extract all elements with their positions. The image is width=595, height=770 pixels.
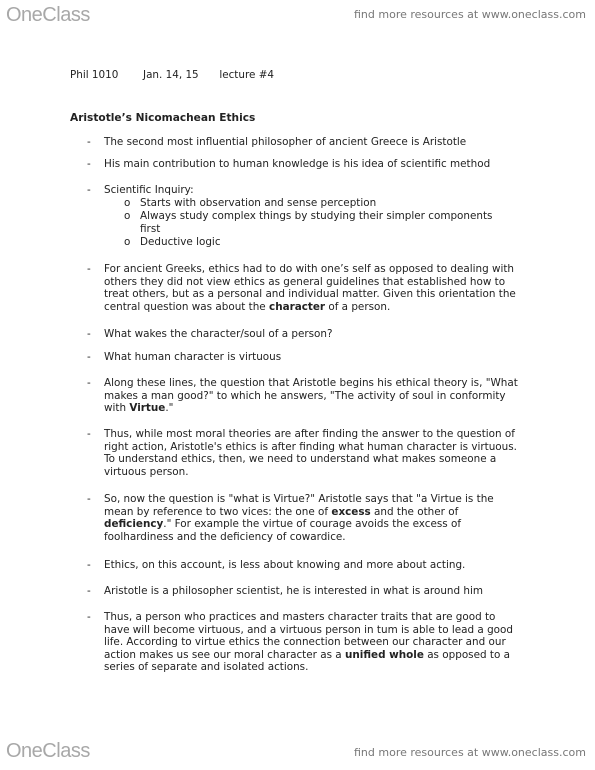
sub-item: o Deductive logic (124, 236, 221, 248)
bullet-item: For ancient Greeks, ethics had to do with one’s self as opposed to dealing with others they did not view ethics as general guidelines that established how to treat others, but as a personal and individual matter. Given this orientation the central question was about the character of a person. (104, 263, 516, 313)
bullet-item: The second most influential philosopher of ancient Greece is Aristotle (104, 136, 467, 148)
bullet-item: His main contribution to human knowledge is his idea of scientific method (104, 158, 491, 170)
course-code: Phil 1010 (70, 69, 119, 81)
oneclass-logo-bottom: OneClass (6, 740, 90, 762)
dash-marker: - (87, 263, 91, 275)
lecture-number: lecture #4 (219, 69, 275, 81)
lecture-header (70, 69, 274, 82)
lecture-date: Jan. 14, 15 (143, 69, 199, 81)
sub-item: o Starts with observation and sense perception (124, 197, 377, 209)
dash-marker: - (87, 184, 91, 196)
bullet-item: Aristotle is a philosopher scientist, he is interested in what is around him (104, 585, 483, 597)
page-title: Aristotle’s Nicomachean Ethics (70, 112, 256, 124)
bullet-item: Along these lines, the question that Aristotle begins his ethical theory is, "What makes a man good?" to which he answers, "The activity of soul in conformity with Virtue." (104, 377, 518, 415)
bullet-item: So, now the question is "what is Virtue?" Aristotle says that "a Virtue is the mean by reference to two vices: the one of excess and the other of deficiency." For example the virtue of courage avoids the excess of foolhardiness and the deficiency of cowardice. (104, 493, 494, 543)
dash-marker: - (87, 611, 91, 623)
sub-item: o Always study complex things by studying their simpler components first (124, 210, 493, 235)
dash-marker: - (87, 559, 91, 571)
bullet-item: What wakes the character/soul of a person? (104, 328, 333, 340)
dash-marker: - (87, 136, 91, 148)
oneclass-logo-top: OneClass (6, 4, 90, 26)
dash-marker: - (87, 328, 91, 340)
dash-marker: - (87, 351, 91, 363)
bottom-resource-link[interactable]: find more resources at www.oneclass.com (354, 746, 586, 759)
dash-marker: - (87, 585, 91, 597)
bullet-item: Scientific Inquiry: (104, 184, 194, 196)
dash-marker: - (87, 158, 91, 170)
dash-marker: - (87, 493, 91, 505)
top-resource-link[interactable]: find more resources at www.oneclass.com (354, 8, 586, 21)
bullet-item: Thus, while most moral theories are after finding the answer to the question of right action, Aristotle's ethics is after finding what human character is virtuous. To understand ethics, then, we need to understand what makes someone a virtuous person. (104, 428, 517, 478)
bullet-item: What human character is virtuous (104, 351, 282, 363)
dash-marker: - (87, 428, 91, 440)
bullet-item: Ethics, on this account, is less about knowing and more about acting. (104, 559, 466, 571)
dash-marker: - (87, 377, 91, 389)
bullet-item: Thus, a person who practices and masters character traits that are good to have will become virtuous, and a virtuous person in tum is able to lead a good life. According to virtue ethics the connection between our character and our action makes us see our moral character as a unified whole as opposed to a series of separate and isolated actions. (104, 611, 513, 674)
